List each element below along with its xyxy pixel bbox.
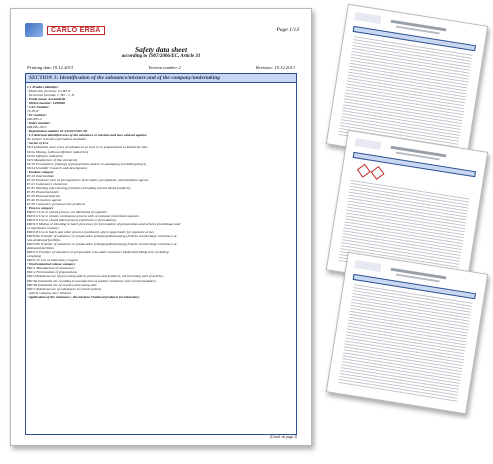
hazard-pictogram-icon <box>371 166 385 180</box>
text-line: PC40 Extraction agents <box>27 197 62 202</box>
text-line: SU24 Scientific research and development <box>27 165 88 170</box>
thumbnail-text-lines <box>338 282 473 403</box>
document-meta-row <box>27 65 295 70</box>
text-line: PROC8b Transfer of substance or preparation (charging/discharging) from/to vessels/large containers at <box>27 242 177 247</box>
text-line: PROC5 Mixing or blending in batch processes for formulation of preparations and articles (multistage and/ <box>27 222 181 227</box>
text-line: PC30 Photochemicals <box>27 189 59 194</box>
page-subtitle: according to 1907/2006/EC, Article 31 <box>121 54 201 59</box>
text-line: · Product category <box>27 169 54 174</box>
text-line: · Trade name: Acetonitrile <box>27 97 66 102</box>
section-heading: SECTION 1: Identification of the substance/mixture and of the company/undertaking <box>25 73 297 83</box>
text-line: · Sector of Use <box>27 141 49 146</box>
text-line: 75-05-8 <box>27 109 39 114</box>
text-line: No further relevant information available. <box>27 137 87 142</box>
text-line: · 1.2 Relevant identified uses of the substance or mixture and uses advised against <box>27 133 147 138</box>
text-line: PROC3 Use in closed batch process (synthesis or formulation) <box>27 218 117 223</box>
hazard-pictogram-icon <box>357 164 371 178</box>
continued-note: (Contd. on page 2) <box>269 435 297 439</box>
text-line: ERC1 Manufacture of substances <box>27 266 75 271</box>
version-number: Version number 2 <box>148 65 181 70</box>
text-line: ERC4 Industrial use of processing aids in processes and products, not becoming part of articles <box>27 274 164 279</box>
text-line: · CAS Number: <box>27 105 50 110</box>
text-line: · Article category AC1 Vehicles <box>27 290 72 295</box>
text-line: · Application of the substance / the mixture Chemical products for laboratory <box>27 294 140 299</box>
page-title: Safety data sheet <box>134 45 188 54</box>
printing-date: Printing date 19.12.2013 <box>27 65 74 70</box>
text-line: 608-001-00-3 <box>27 125 47 130</box>
text-line: 200-835-2 <box>27 117 42 122</box>
text-line: · Registration number 01-2119471307-38 <box>27 129 87 134</box>
text-line: · Environmental release category <box>27 262 76 267</box>
thumbnail-page-4 <box>326 252 488 414</box>
revision-date: Revision: 19.12.2013 <box>255 65 295 70</box>
thumbnail-header <box>355 260 382 272</box>
text-line: PC21 Laboratory chemicals <box>27 181 68 186</box>
text-line: · Index number: <box>27 121 51 126</box>
text-line: or significant contact) <box>27 226 59 231</box>
text-line: PC19 Intermediate <box>27 173 55 178</box>
text-line: PROC9 Transfer of substance or preparation into small containers (dedicated filling line, including <box>27 250 169 255</box>
page-number: Page 1/13 <box>276 27 299 33</box>
safety-data-sheet-page <box>10 8 312 446</box>
text-line: SU2a Mining, (without offshore industries) <box>27 149 89 154</box>
thumbnail-header <box>355 12 382 24</box>
text-line: PROC2 Use in closed, continuous process with occasional controlled exposure <box>27 214 140 218</box>
text-line: · Process category <box>27 205 54 210</box>
brand-logo <box>25 23 105 37</box>
text-line: · EC number: <box>27 113 48 118</box>
text-line: PROC8 Use in batch and other process (synthesis) where opportunity for exposure arises <box>27 230 154 235</box>
text-line: dedicated facilities <box>27 246 54 251</box>
text-line: ERC2 Formulation of preparations <box>27 270 78 275</box>
brand-name: CARLO ERBA <box>47 26 105 35</box>
text-line: SU9 Manufacture of fine chemicals <box>27 157 78 162</box>
text-line: PC39 Cosmetics, personal care products <box>27 201 85 206</box>
text-line: non-dedicated facilities <box>27 238 61 243</box>
text-line: SU10 Formulation [mixing] of preparations and/or re-packaging (excluding alloys) <box>27 161 147 166</box>
thumbnail-header <box>355 138 382 150</box>
brand-logo-icon <box>25 23 43 37</box>
text-line: weighing) <box>27 254 42 259</box>
text-line: PROC8a Transfer of substance or preparation (charging/discharging) from/to vessels/large containers at <box>27 234 177 239</box>
text-line: ERC7 Industrial use of substances in closed systems <box>27 286 102 291</box>
text-line: · Structural formula: C H3 – C N <box>27 93 75 98</box>
text-line: PROC1 Use in closed process, no likelihood of exposure <box>27 209 108 214</box>
text-line: PC29 Pharmaceuticals <box>27 193 61 198</box>
text-line: SU3 Industrial uses: Uses of substances as such or in preparations at industrial sites <box>27 145 148 150</box>
text-line: SU2b Offshore industries <box>27 153 63 158</box>
text-line: · Molecular formula: C2 H3 N <box>27 89 71 94</box>
text-line: · MSDS number: CH0690 <box>27 101 66 106</box>
text-line: PC20 Products such as ph-regulators, flocculants, precipitants, neutralization agents <box>27 177 149 182</box>
text-line: 1.1 Product identifier <box>27 85 59 89</box>
text-line: ERC6a Industrial use resulting in manufacture of another substance (use of intermediates) <box>27 278 156 283</box>
section-body <box>27 85 297 429</box>
text-line: PROC15 Use as laboratory reagent <box>27 258 78 263</box>
text-line: ERC6b Industrial use of reactive processing aids <box>27 282 97 287</box>
text-line: PC35 Washing and cleaning products (including solvent based products) <box>27 185 131 190</box>
